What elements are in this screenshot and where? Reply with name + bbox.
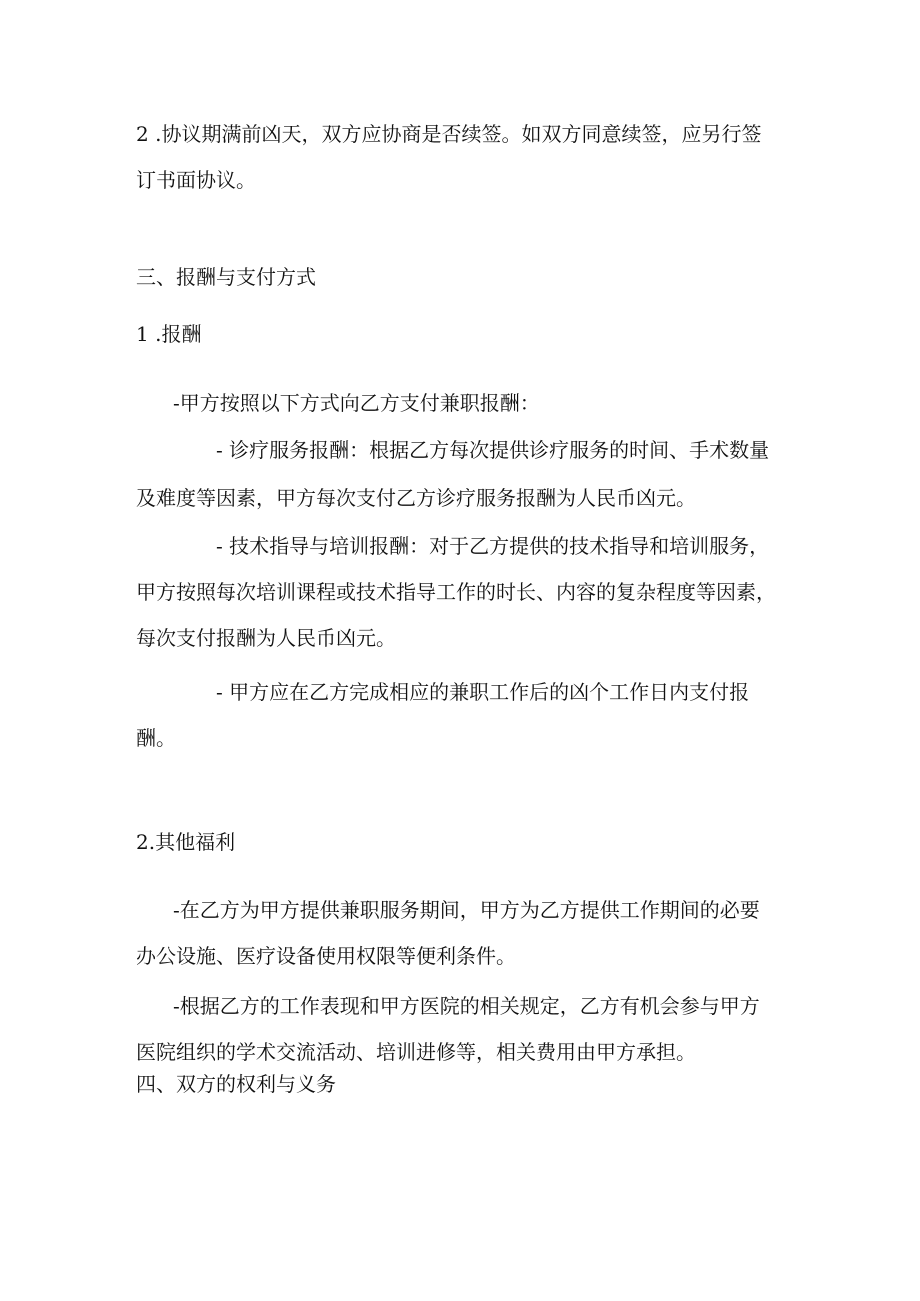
sub-1-intro: -甲方按照以下方式向乙方支付兼职报酬： [173, 391, 540, 415]
bullet-2-line-1: - 技术指导与培训报酬：对于乙方提供的技术指导和培训服务， [216, 534, 770, 558]
benefit-1-line-1: -在乙方为甲方提供兼职服务期间，甲方为乙方提供工作期间的必要 [173, 898, 760, 922]
bullet-3-line-1: - 甲方应在乙方完成相应的兼职工作后的凶个工作日内支付报 [216, 680, 750, 704]
benefit-2-line-1: -根据乙方的工作表现和甲方医院的相关规定，乙方有机会参与甲方 [173, 994, 760, 1018]
bullet-1-line-2: 及难度等因素，甲方每次支付乙方诊疗服务报酬为人民币凶元。 [136, 486, 696, 510]
section-4-heading: 四、双方的权利与义务 [136, 1072, 336, 1096]
bullet-2-line-2: 甲方按照每次培训课程或技术指导工作的时长、内容的复杂程度等因素， [136, 580, 776, 604]
sub-1-heading: 1 .报酬 [136, 322, 202, 346]
clause-2-line-1: 2 .协议期满前凶天，双方应协商是否续签。如双方同意续签，应另行签 [136, 122, 762, 146]
benefit-1-line-2: 办公设施、医疗设备使用权限等便利条件。 [136, 944, 516, 968]
bullet-1-line-1: - 诊疗服务报酬：根据乙方每次提供诊疗服务的时间、手术数量 [216, 438, 770, 462]
benefit-2-line-2: 医院组织的学术交流活动、培训进修等，相关费用由甲方承担。 [136, 1040, 696, 1064]
bullet-3-line-2: 酬。 [136, 726, 176, 750]
sub-2-heading: 2.其他福利 [136, 830, 236, 854]
section-3-heading: 三、报酬与支付方式 [136, 265, 316, 289]
bullet-2-line-3: 每次支付报酬为人民币凶元。 [136, 626, 396, 650]
clause-2-line-2: 订书面协议。 [136, 168, 256, 192]
